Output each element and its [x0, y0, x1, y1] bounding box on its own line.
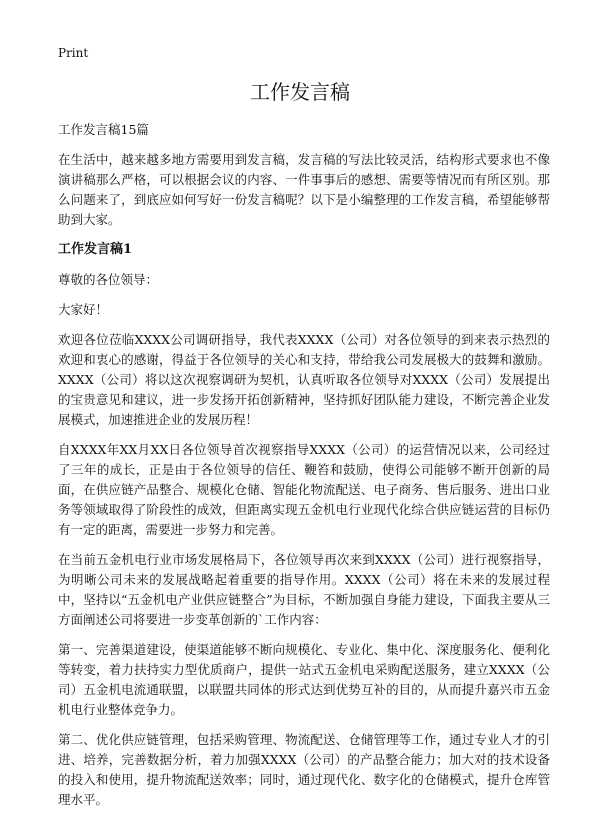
body-paragraph: 在当前五金机电行业市场发展格局下，各位领导再次来到XXXX（公司）进行视察指导，为明晰公司未来的发展战略起着重要的指导作用。XXXX（公司）将在未来的发展过程中，坚持以“五金机电产业供应链整合”为目标，不断加强自身能力建设，下面我主要从三方面阐述公司将要进一步变革创新的`工作内容： — [58, 552, 550, 627]
body-paragraph: 欢迎各位莅临XXXX公司调研指导，我代表XXXX（公司）对各位领导的到来表示热烈的欢迎和衷心的感谢，得益于各位领导的关心和支持，带给我公司发展极大的鼓舞和激励。XXXX（公司）将以这次视察调研为契机，认真听取各位领导对XXXX（公司）发展提出的宝贵意见和建议，进一步发扬开拓创新精神，坚持抓好团队能力建设，不断完善企业发展模式，加速推进企业的发展历程！ — [58, 332, 550, 427]
print-label: Print — [58, 46, 89, 60]
document-subtitle: 工作发言稿15篇 — [58, 122, 149, 137]
document-body — [58, 120, 550, 820]
body-paragraph: 第一、完善渠道建设，使渠道能够不断向规模化、专业化、集中化、深度服务化、便利化等转变，着力扶持实力型优质商户，提供一站式五金机电采购配送服务，建立XXXX（公司）五金机电流通联盟，以联盟共同体的形式达到优势互补的目的，从而提升嘉兴市五金机电行业整体竞争力。 — [58, 642, 550, 717]
greeting: 大家好！ — [58, 302, 109, 317]
document-title: 工作发言稿 — [250, 80, 350, 104]
intro-paragraph: 在生活中，越来越多地方需要用到发言稿，发言稿的写法比较灵活，结构形式要求也不像演讲稿那么严格，可以根据会议的内容、一件事事后的感想、需要等情况而有所区别。那么问题来了，到底应如何写好一份发言稿呢？以下是小编整理的工作发言稿，希望能够帮助到大家。 — [58, 152, 550, 227]
section-heading: 工作发言稿1 — [58, 242, 133, 257]
salutation: 尊敬的各位领导： — [58, 272, 159, 287]
body-paragraph: 第二、优化供应链管理，包括采购管理、物流配送、仓储管理等工作，通过专业人才的引进、培养，完善数据分析，着力加强XXXX（公司）的产品整合能力；加大对的技术设备的投入和使用，提升物流配送效率；同时，通过现代化、数字化的仓储模式，提升仓库管理水平。 — [58, 732, 550, 807]
body-paragraph: 自XXXX年XX月XX日各位领导首次视察指导XXXX（公司）的运营情况以来，公司经过了三年的成长，正是由于各位领导的信任、鞭笞和鼓励，使得公司能够不断开创新的局面，在供应链产品整合、规模化仓储、智能化物流配送、电子商务、售后服务、进出口业务等领域取得了阶段性的成效，但距离实现五金机电行业现代化综合供应链运营的目标仍有一定的距离，需要进一步努力和完善。 — [58, 442, 550, 537]
